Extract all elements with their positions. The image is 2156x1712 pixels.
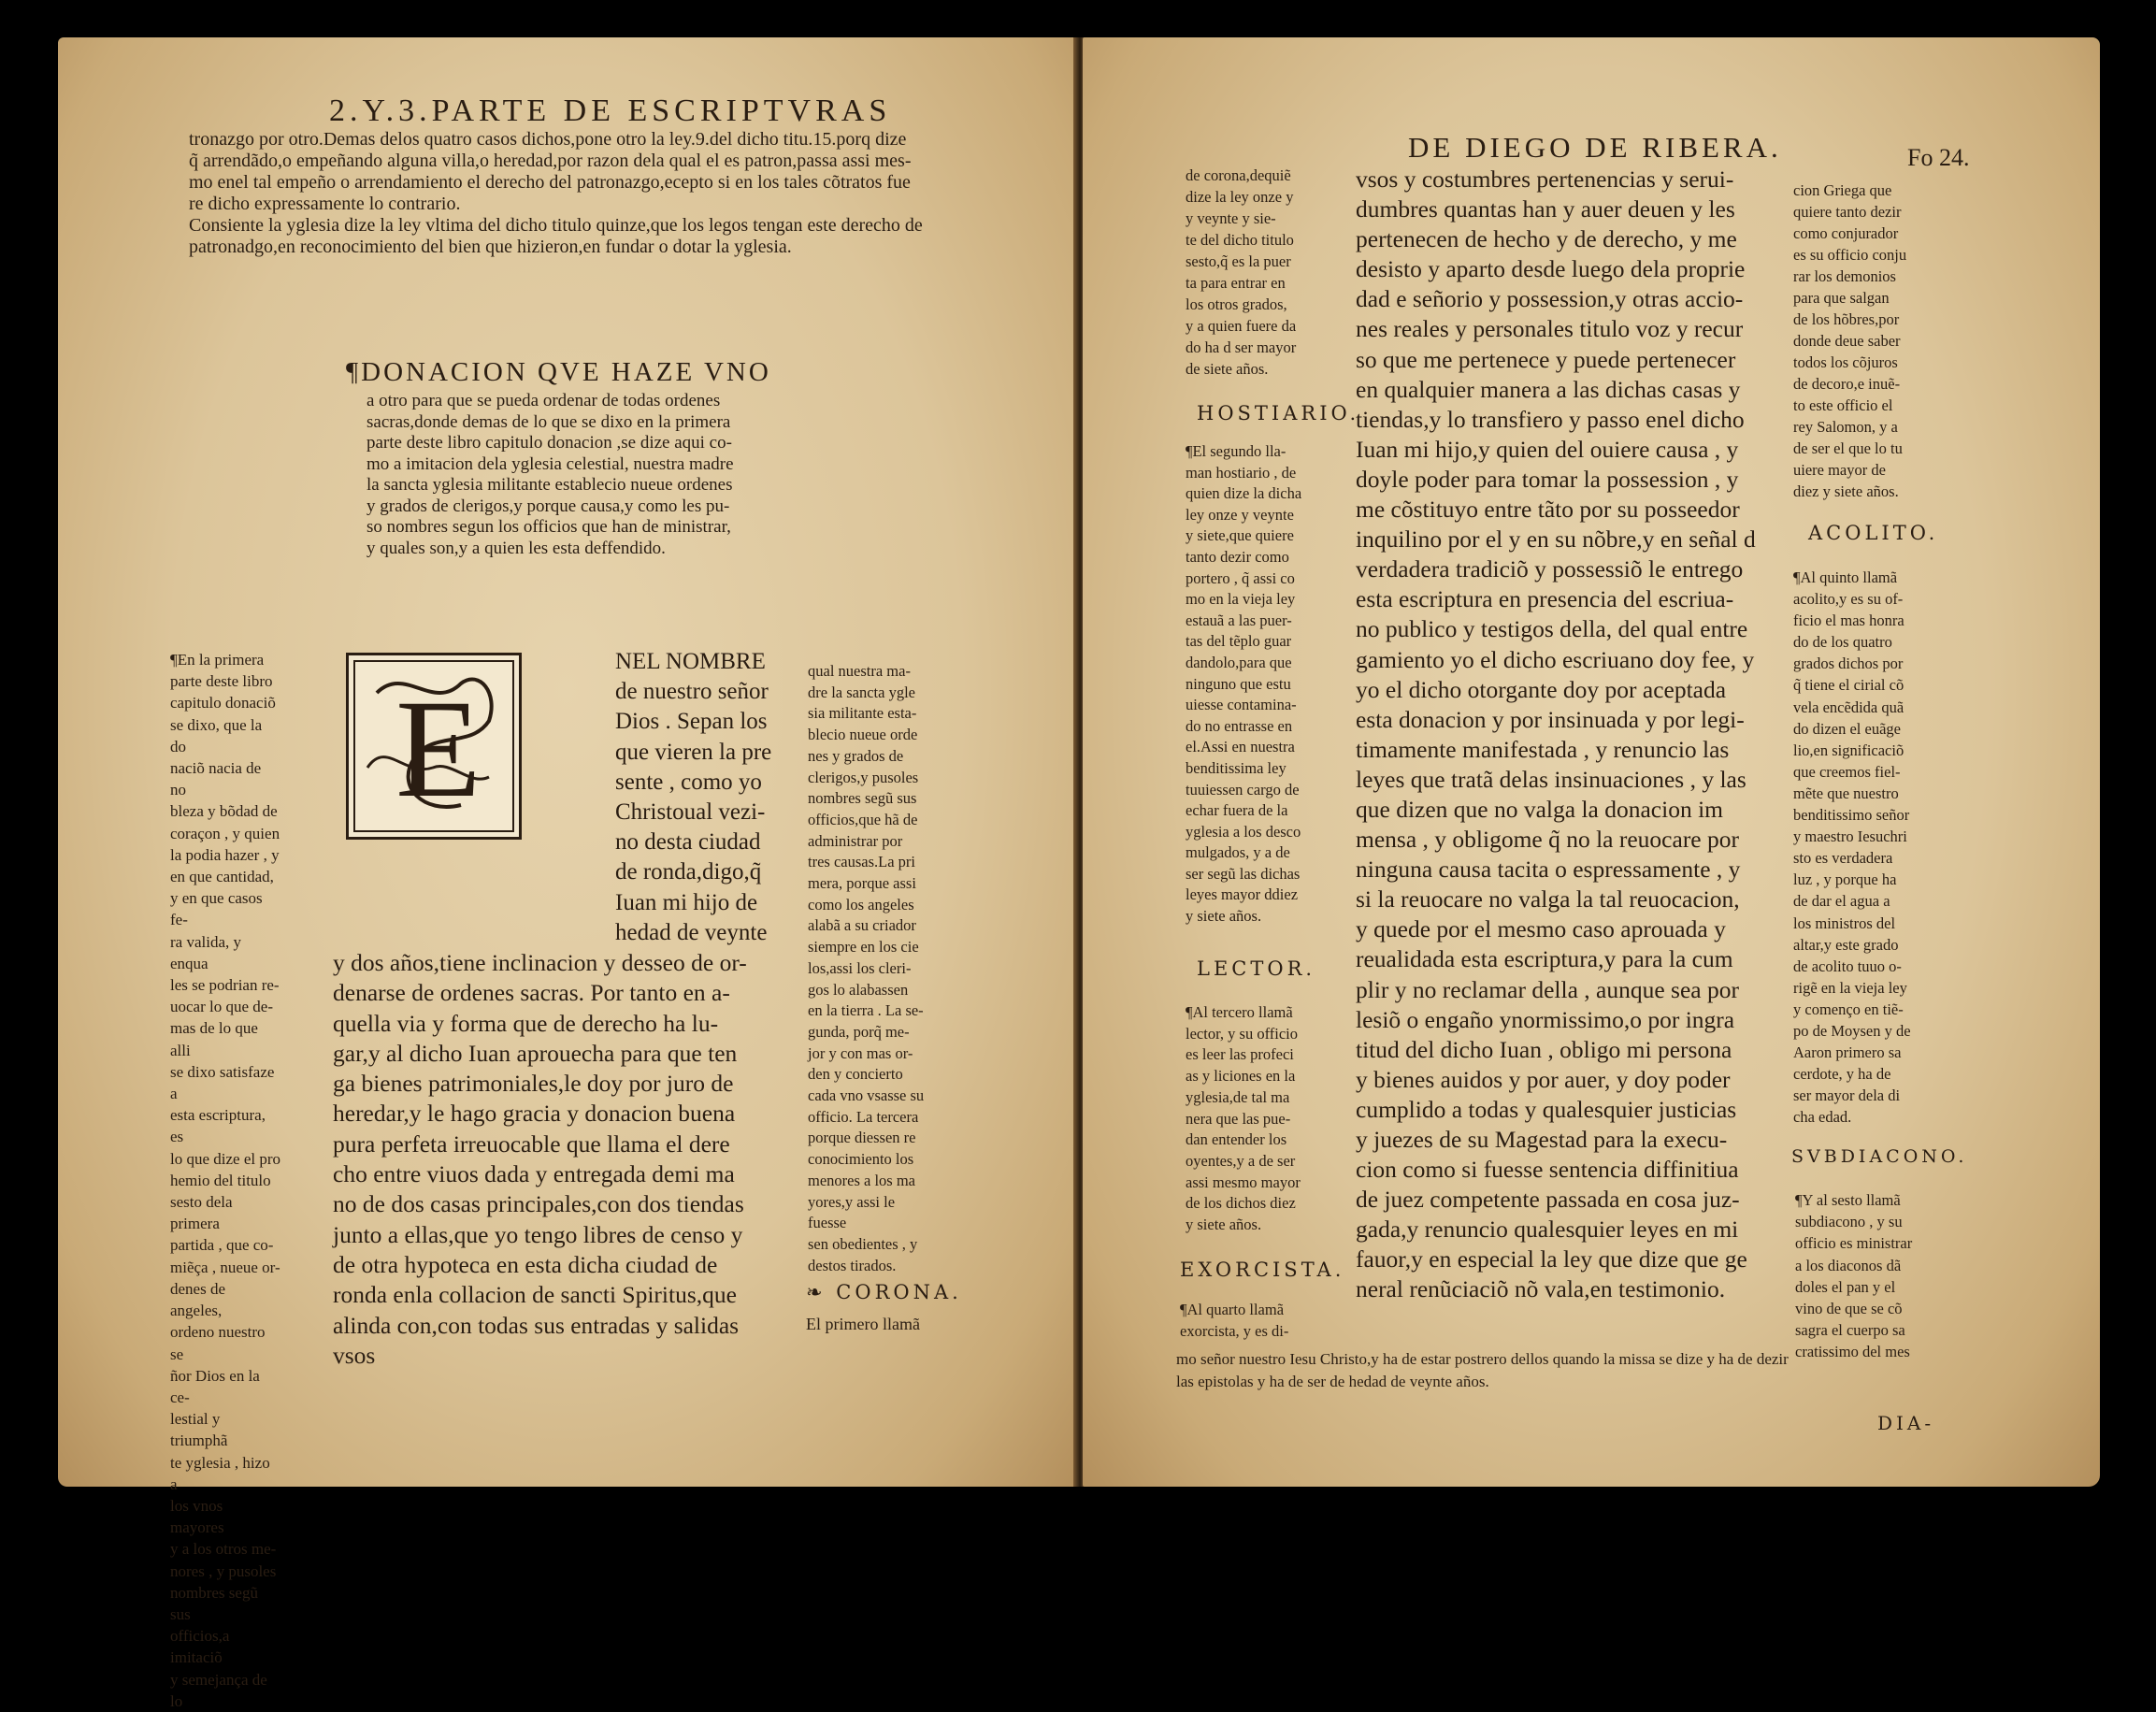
fleuron-icon: ❧ <box>806 1281 837 1303</box>
col1-hostiario-text: ¶El segundo lla- man hostiario , de quien dize la dicha ley onze y veynte y siete,que quiere tanto dezir como portero , q̃ assi co mo en la vieja ley estauã a las puer- tas del tẽplo guar dandolo,para que ninguno que estu uiesse contamina- do no entrasse en el.Assi en nuestra benditissima ley tuuiessen cargo de echar fuera de la yglesia a los desco mulgados, y a de ser segũ las dichas leyes mayor ddiez y siete años. <box>1186 442 1302 926</box>
col3-top-text: cion Griega que quiere tanto dezir como conjurador es su officio conju rar los demonios para que salgan de los hõbres,por donde deue saber todos los cõjuros de decoro,e inuẽ- to este officio el rey Salomon, y a de ser el que lo tu uiere mayor de diez y siete años. <box>1793 181 1907 500</box>
folio-number: Fo 24. <box>1907 144 1970 171</box>
col3-subdiacono-text: ¶Y al sesto llamã subdiacono , y su officio es ministrar a los diaconos dã doles el pan y el vino de que se cõ sagra el cuerpo sa cratissimo del mes <box>1795 1191 1913 1361</box>
right-bottom-text: mo señor nuestro Iesu Christo,y ha de estar postrero dellos quando la missa se dize y ha de dezir las epistolas y ha de ser de hedad de veynte años. <box>1176 1350 1789 1390</box>
catchword: DIA- <box>1877 1412 1935 1434</box>
main-text-beside-initial: NEL NOMBRE de nuestro señor Dios . Sepan los que vieren la pre sente , como yo Christoual vezi- no desta ciudad de ronda,digo,q̃ Iuan mi hijo de hedad de veynte <box>615 649 772 945</box>
section-title: ¶DONACION QVE HAZE VNO <box>346 357 771 387</box>
decorated-initial-e <box>346 653 522 840</box>
col3-acolito-text: ¶Al quinto llamã acolito,y es su of- ficio el mas honra do de los quatro grados dichos por q̃ tiene el cirial cõ vela encẽdida quã do dizen el euãge lio,en significaciõ que creemos fiel- mẽte que nuestro benditissimo señor y maestro Iesuchri sto es verdadera luz , y porque ha de dar el agua a los ministros del altar,y este grado de acolito tuuo o- rigẽ en la vieja ley y començo en tiẽ- po de Moysen y de Aaron primero sa cerdote, y ha de ser mayor dela di cha edad. <box>1793 568 1911 1127</box>
heading-acolito: ACOLITO. <box>1808 522 1939 544</box>
corona-heading <box>806 1281 962 1303</box>
heading-lector: LECTOR. <box>1197 957 1316 980</box>
left-page <box>58 37 1075 1710</box>
col1-top-text: de corona,dequiẽ dize la ley onze y y veynte y sie- te del dicho titulo sesto,q̃ es la puer ta para entrar en los otros grados, y a quien fuere da do ha d ser mayor de siete años. <box>1186 166 1297 378</box>
heading-hostiario: HOSTIARIO. <box>1197 402 1360 424</box>
col1-exorcista-text: ¶Al quarto llamã exorcista, y es di- <box>1180 1301 1289 1340</box>
left-main-text: y dos años,tiene inclinacion y desseo de or- denarse de ordenes sacras. Por tanto en a- quella via y forma que de derecho ha lu- gar,y al dicho Iuan aprouecha para que ten ga bienes patrimoniales,le doy por juro de heredar,y le hago gracia y donacion buena pura perfeta irreuocable que llama el dere cho entre viuos dada y entregada demi ma no de dos casas principales,con dos tiendas junto a ellas,que yo tengo libres de censo y de otra hypoteca en esta dicha ciudad de ronda enla collacion de sancti Spiritus,que alinda con,con todas sus entradas y salidas vsos <box>333 949 747 1369</box>
heading-exorcista: EXORCISTA. <box>1180 1259 1345 1281</box>
right-main-text: vsos y costumbres pertenencias y serui- dumbres quantas han y auer deuen y les pertenecen de hecho y de derecho, y me desisto y aparto desde luego dela proprie dad e señorio y possession,y otras accio- nes reales y personales titulo voz y recur so que me pertenece y puede pertenecer en qualquier manera a las dichas casas y tiendas,y lo transfiero y passo enel dicho Iuan mi hijo,y quien del ouiere causa , y doyle poder para tomar la possession , y me cõstituyo entre tãto por su posseedor inquilino por el y en su nõbre,y en señal d verdadera tradiciõ y possessiõ le entrego esta escriptura en presencia del escriua- no publico y testigos della, del qual entre gamiento yo el dicho escriuano doy fee, y yo el dicho otorgante doy por aceptada esta donacion y por insinuada y por legi- timamente manifestada , y renuncio las leyes que tratã delas insinuaciones , y las que dizen que no valga la donacion im mensa , y obligome q̃ no la reuocare por ninguna causa tacita o espressamente , y si la reuocare no valga la tal reuocacion, y quede por el mesmo caso aprouada y reualidada esta escriptura,y para la cum plir y no reclamar della , aunque sea por lesiõ o engaño ynormissimo,o por ingra titud del dicho Iuan , obligo mi persona y bienes auidos y por auer, y doy poder cumplido a todas y qualesquier justicias y juezes de su Magestad para la execu- cion como si fuesse sentencia diffinitiua de juez competente passada en cosa juz- gada,y renuncio qualesquier leyes en mi fauor,y en especial la ley que dize que ge neral renũciaciõ nõ vala,en testimonio. <box>1356 165 1756 1303</box>
col1-lector-text: ¶Al tercero llamã lector, y su officio es leer las profeci as y liciones en la yglesia,de tal ma nera que las pue- dan entender los oyentes,y a de ser assi mesmo mayor de los dichos diez y siete años. <box>1186 1003 1301 1234</box>
heading-subdiacono: SVBDIACONO. <box>1791 1146 1968 1167</box>
right-margin-note: qual nuestra ma- dre la sancta ygle sia militante esta- blecio nueue orde nes y grados de clerigos,y pusoles nombres segũ sus officios,que hã de administrar por tres causas.La pri mera, porque assi como los angeles alabã a su criador siempre en los cie los,assi los cleri- gos lo alabassen en la tierra . La se- gunda, porq̃ me- jor y con mas or- den y concierto cada vno vsasse su officio. La tercera porque diessen re conocimiento los menores a los ma yores,y assi le fuesse sen obedientes , y destos tirados. <box>808 662 925 1274</box>
right-running-head: DE DIEGO DE RIBERA. <box>1408 131 1782 164</box>
left-top-text: tronazgo por otro.Demas delos quatro casos dichos,pone otro la ley.9.del dicho titu.15.porq dize q̃ arrendãdo,o empeñando alguna villa,o heredad,por razon dela qual el es patron,passa assi mes- mo enel tal empeño o arrendamiento el derecho del patronazgo,ecepto si en los tales cõtratos fue re dicho expressamente lo contrario. Consiente la yglesia dize la ley vltima del dicho titulo quinze,que los legos tengan este derecho de patronadgo,en reconocimiento del bien que hizieron,en fundar o dotar la yglesia. <box>189 129 923 257</box>
corona-text: El primero llamã <box>806 1315 920 1333</box>
left-running-head: 2.Y.3.PARTE DE ESCRIPTVRAS <box>329 94 892 128</box>
svg-text:E: E <box>395 671 482 827</box>
ornament-initial-icon <box>349 655 519 837</box>
section-intro: a otro para que se pueda ordenar de todas ordenes sacras,donde demas de lo que se dixo en la primera parte deste libro capitulo donacion ,se dize aqui co- mo a imitacion dela yglesia celestial, nuestra madre la sancta yglesia militante establecio nueue ordenes y grados de clerigos,y porque causa,y como les pu- so nombres segun los officios que han de ministrar, y quales son,y a quien les esta deffendido. <box>367 391 734 558</box>
corona-heading-text: CORONA. <box>836 1281 962 1303</box>
left-margin-note: ¶En la primera parte deste libro capitulo donaciõ se dixo, que la do naciõ nacia de no bleza y bõdad de coraçon , y quien la podia hazer , y en que cantidad, y en que casos fe- ra valida, y enqua les se podrian re- uocar lo que de- mas de lo que alli se dixo satisfaze a esta escriptura, es lo que dize el pro hemio del titulo sesto dela primera partida , que co- miẽça , nueue or- denes de angeles, ordeno nuestro se ñor Dios en la ce- lestial y triumphã te yglesia , hizo a los vnos mayores y a los otros me- nores , y pusoles nombres segũ sus officios,a imitaciõ y semejança de lo <box>170 651 281 1710</box>
right-page <box>1083 37 2100 1487</box>
